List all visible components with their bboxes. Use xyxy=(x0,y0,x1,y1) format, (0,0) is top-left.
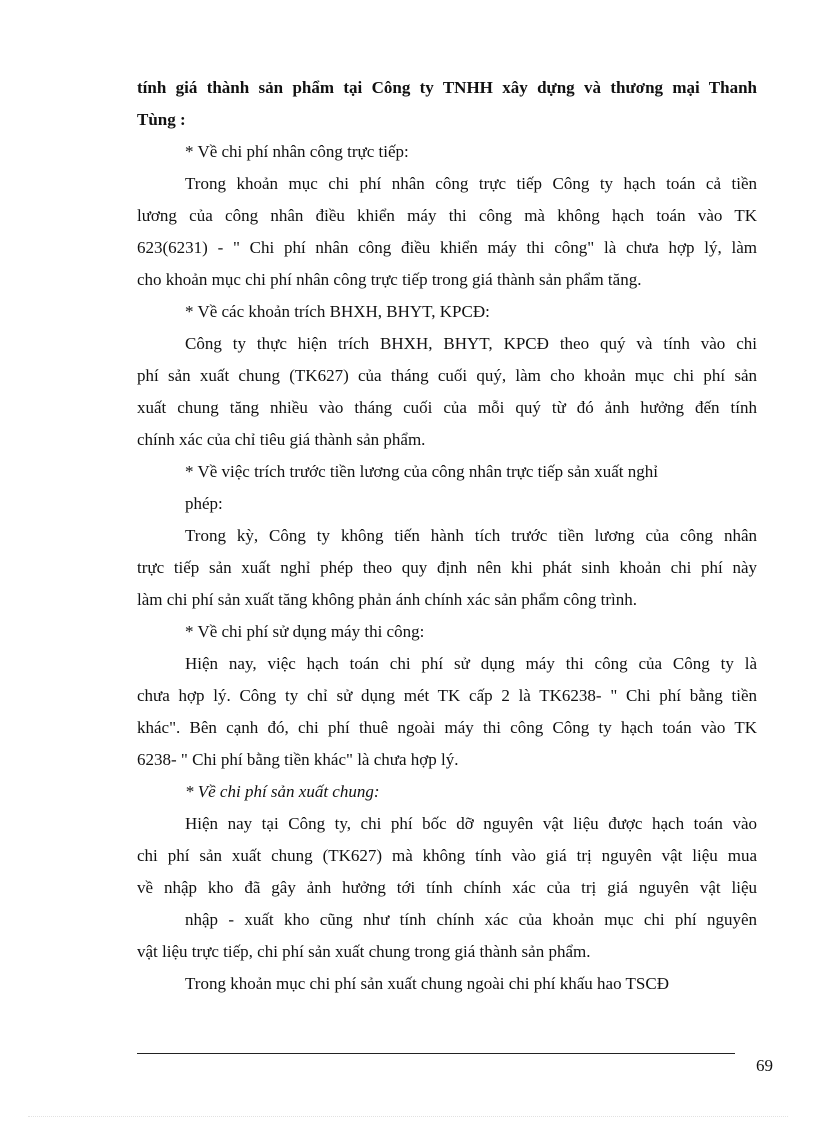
paragraph-line: xuất chung tăng nhiều vào tháng cuối của mỗi quý từ đó ảnh hưởng đến tính xyxy=(137,398,757,417)
subheading-machine-usage-cost: * Về chi phí sử dụng máy thi công: xyxy=(185,622,425,641)
subheading-general-production-cost: * Về chi phí sản xuất chung: xyxy=(185,782,380,801)
paragraph-line: Trong kỳ, Công ty không tiến hành tích trước tiền lương của công nhân xyxy=(185,526,757,545)
paragraph-line: Trong khoản mục chi phí sản xuất chung ngoài chi phí khấu hao TSCĐ xyxy=(185,974,669,993)
paragraph-line: nhập - xuất kho cũng như tính chính xác của khoản mục chi phí nguyên xyxy=(185,910,757,929)
document-body xyxy=(137,72,757,1000)
paragraph-line: Hiện nay, việc hạch toán chi phí sử dụng máy thi công của Công ty là xyxy=(185,654,757,673)
paragraph-line: về nhập kho đã gây ảnh hưởng tới tính chính xác của trị giá nguyên vật liệu xyxy=(137,878,757,897)
paragraph-line: chưa hợp lý. Công ty chỉ sử dụng mét TK cấp 2 là TK6238- " Chi phí bằng tiền xyxy=(137,686,757,705)
page-edge-dotted-line xyxy=(28,1116,788,1117)
paragraph-line: chi phí sản xuất chung (TK627) mà không tính vào giá trị nguyên vật liệu mua xyxy=(137,846,757,865)
paragraph-line: khác". Bên cạnh đó, chi phí thuê ngoài máy thi công Công ty hạch toán vào TK xyxy=(137,718,757,737)
paragraph-line: 623(6231) - " Chi phí nhân công điều khiển máy thi công" là chưa hợp lý, làm xyxy=(137,238,757,257)
paragraph-line: Hiện nay tại Công ty, chi phí bốc dỡ nguyên vật liệu được hạch toán vào xyxy=(185,814,757,833)
subheading-advance-wage-provision: * Về việc trích trước tiền lương của công nhân trực tiếp sản xuất nghỉ xyxy=(185,462,659,481)
paragraph-line: trực tiếp sản xuất nghỉ phép theo quy định nên khi phát sinh khoản chi phí này xyxy=(137,558,757,577)
paragraph-line: Công ty thực hiện trích BHXH, BHYT, KPCĐ theo quý và tính vào chi xyxy=(185,334,757,353)
paragraph-line: lương của công nhân điều khiển máy thi công mà không hạch toán vào TK xyxy=(137,206,757,225)
subheading-insurance-deductions: * Về các khoản trích BHXH, BHYT, KPCĐ: xyxy=(185,302,490,321)
paragraph-line: cho khoản mục chi phí nhân công trực tiếp trong giá thành sản phẩm tăng. xyxy=(137,270,642,289)
subheading-advance-wage-provision-continued: phép: xyxy=(185,494,223,513)
section-heading-line-1: tính giá thành sản phẩm tại Công ty TNHH xây dựng và thương mại Thanh xyxy=(137,78,757,97)
page-number: 69 xyxy=(756,1056,773,1075)
paragraph-line: phí sản xuất chung (TK627) của tháng cuối quý, làm cho khoản mục chi phí sản xyxy=(137,366,757,385)
paragraph-line: vật liệu trực tiếp, chi phí sản xuất chung trong giá thành sản phẩm. xyxy=(137,942,591,961)
subheading-direct-labor-cost: * Về chi phí nhân công trực tiếp: xyxy=(185,142,409,161)
paragraph-line: Trong khoản mục chi phí nhân công trực tiếp Công ty hạch toán cả tiền xyxy=(185,174,757,193)
paragraph-line: làm chi phí sản xuất tăng không phản ánh chính xác sản phẩm công trình. xyxy=(137,590,637,609)
section-heading-line-2: Tùng : xyxy=(137,110,186,129)
footer-divider xyxy=(137,1053,735,1054)
paragraph-line: chính xác của chỉ tiêu giá thành sản phẩm. xyxy=(137,430,426,449)
paragraph-line: 6238- " Chi phí bằng tiền khác" là chưa hợp lý. xyxy=(137,750,459,769)
